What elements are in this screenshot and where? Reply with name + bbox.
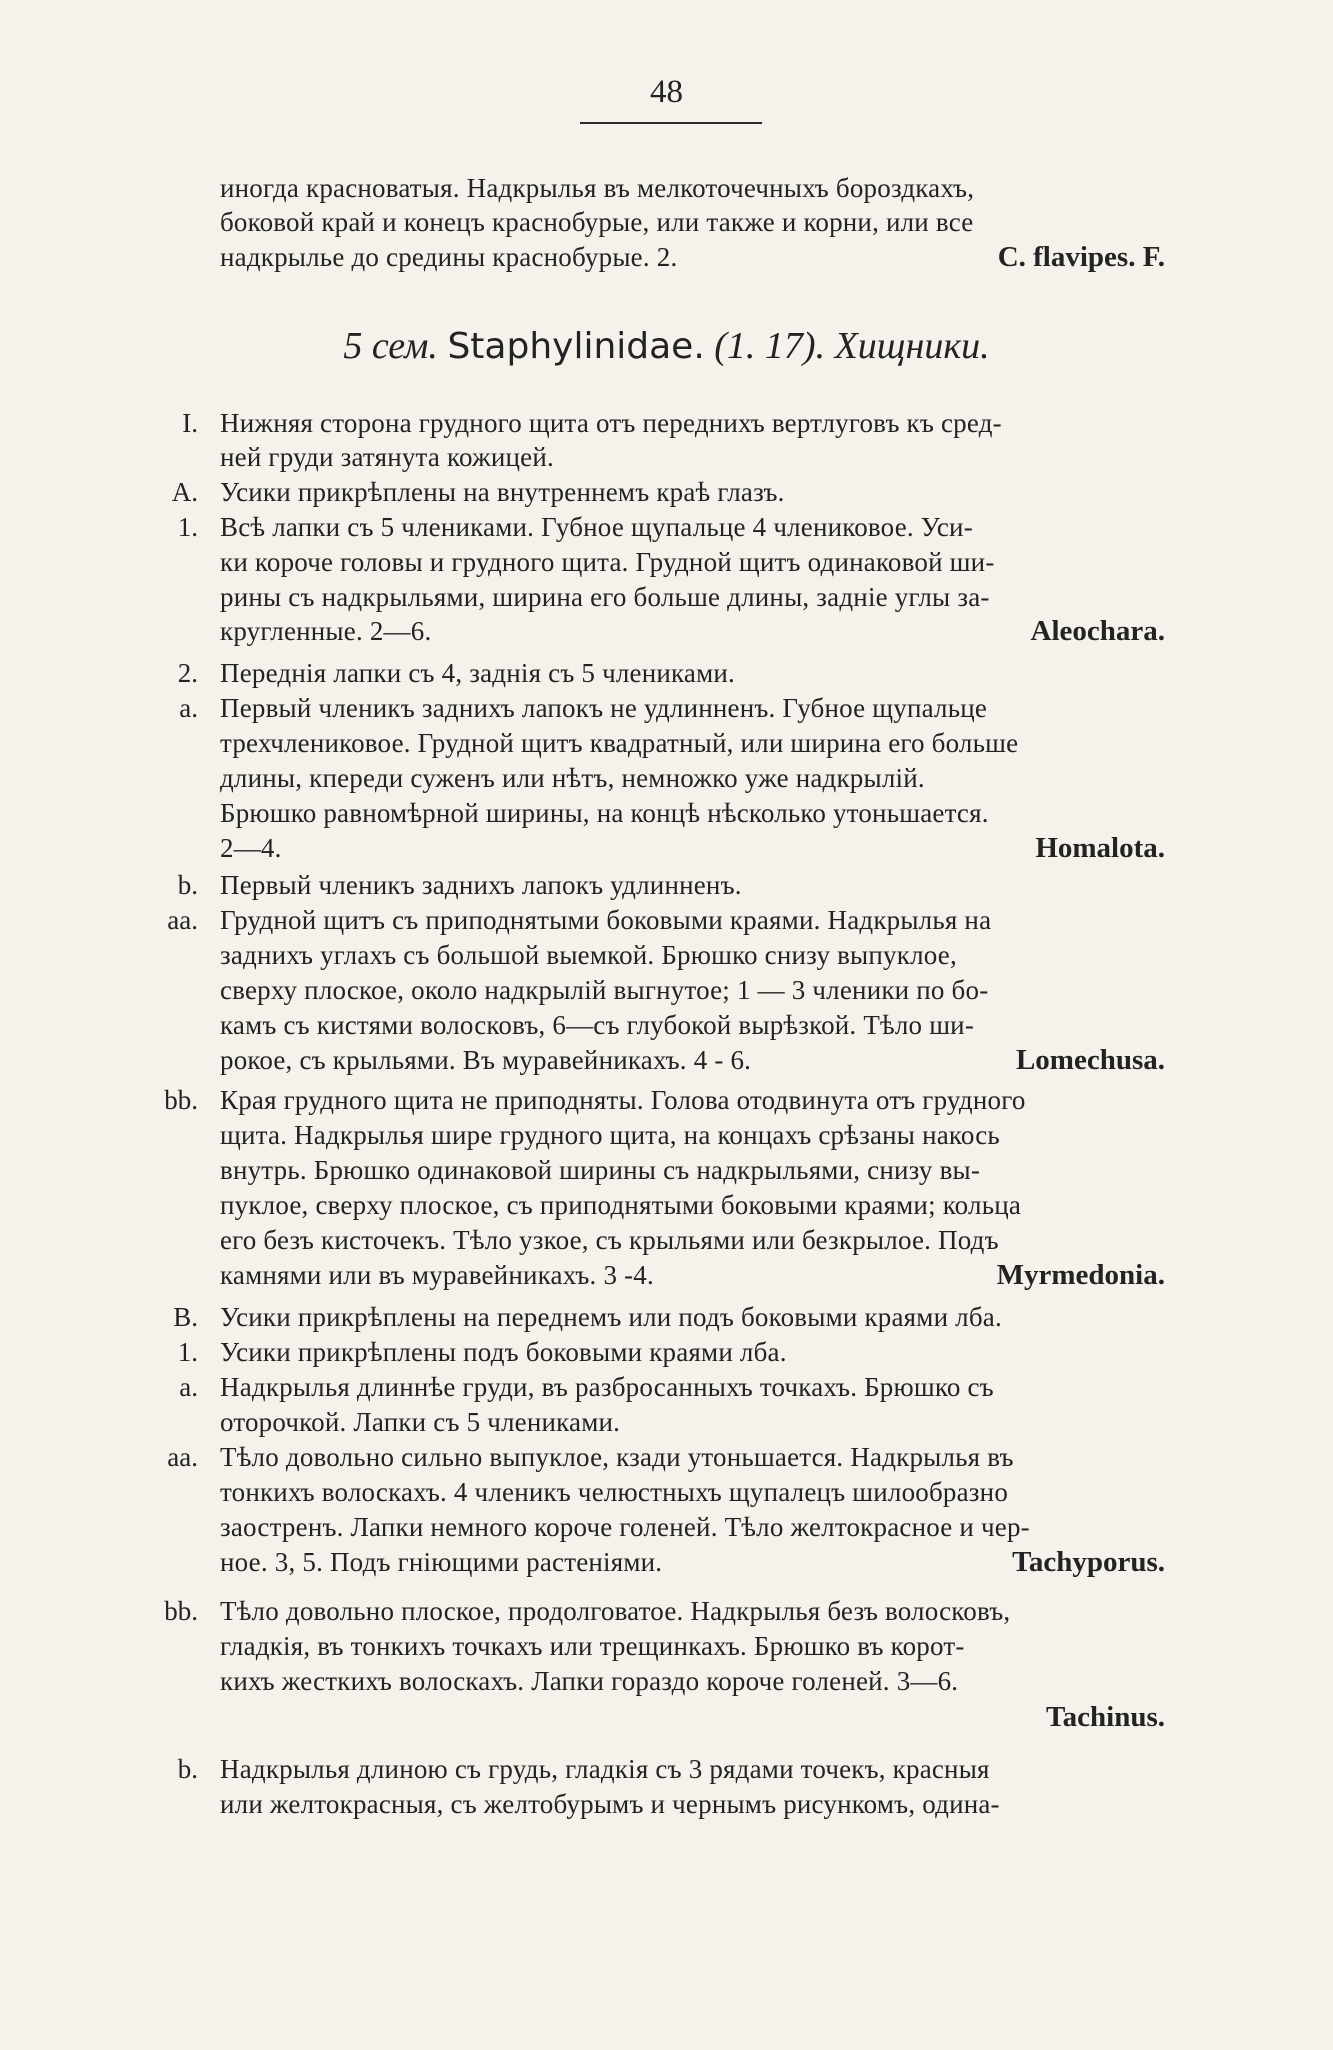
genus-name: Homalota. <box>1035 832 1165 864</box>
key-line: внутрь. Брюшко одинаковой ширины съ надкрыльями, снизу вы- <box>220 1155 981 1185</box>
key-line: Брюшко равномѣрной ширины, на концѣ нѣсколько утоньшается. <box>220 798 989 828</box>
key-line: Всѣ лапки съ 5 члениками. Губное щупальце 4 члениковое. Уси- <box>220 512 973 542</box>
genus-name: Tachinus. <box>1045 1701 1165 1733</box>
key-line: Нижняя сторона грудного щита отъ переднихъ вертлуговъ къ сред- <box>220 408 1002 438</box>
key-label: I. <box>182 408 198 438</box>
key-line: заостренъ. Лапки немного короче голеней. Тѣло желтокрасное и чер- <box>220 1512 1030 1542</box>
key-line: кругленные. 2—6. <box>220 616 432 646</box>
key-label: b. <box>177 870 198 900</box>
key-line: щита. Надкрылья шире грудного щита, на концахъ срѣзаны накось <box>220 1120 1000 1150</box>
key-line: Первый членикъ заднихъ лапокъ удлинненъ. <box>220 870 742 900</box>
key-label: aa. <box>167 905 198 935</box>
intro-line: боковой край и конецъ краснобурые, или также и корни, или все <box>220 207 974 237</box>
key-line: Надкрылья длиною съ грудь, гладкiя съ 3 рядами точекъ, красныя <box>220 1754 990 1784</box>
key-label: bb. <box>164 1085 198 1115</box>
key-line: Тѣло довольно сильно выпуклое, кзади утоньшается. Надкрылья въ <box>220 1442 1014 1472</box>
key-label: 1. <box>177 512 198 542</box>
family-plate-ref: (1. 17). <box>714 325 826 367</box>
key-line: камъ съ кистями волосковъ, 6—съ глубокой вырѣзкой. Тѣло ши- <box>220 1010 975 1040</box>
genus-name: Tachyporus. <box>1012 1546 1165 1578</box>
page-number: 48 <box>650 74 683 110</box>
genus-name: Myrmedonia. <box>996 1259 1165 1291</box>
key-line: тонкихъ волоскахъ. 4 членикъ челюстныхъ щупалецъ шилообразно <box>220 1477 1009 1507</box>
key-label: 1. <box>177 1337 198 1367</box>
key-label: b. <box>177 1754 198 1784</box>
page-number-rule <box>580 122 762 124</box>
family-latin-name: Staphylinidae. <box>447 326 705 367</box>
family-heading <box>0 322 1333 371</box>
key-line: Усики прикрѣплены на переднемъ или подъ боковыми краями лба. <box>220 1302 1002 1332</box>
genus-name: Lomechusa. <box>1015 1044 1165 1076</box>
key-line: Тѣло довольно плоское, продолговатое. Надкрылья безъ волосковъ, <box>220 1596 1011 1626</box>
key-line: заднихъ углахъ съ большой выемкой. Брюшко снизу выпуклое, <box>220 940 957 970</box>
key-line: длины, кпереди суженъ или нѣтъ, немножко уже надкрылiй. <box>220 763 925 793</box>
key-line: Грудной щитъ съ приподнятыми боковыми краями. Надкрылья на <box>220 905 992 935</box>
intro-line: иногда красноватыя. Надкрылья въ мелкоточечныхъ бороздкахъ, <box>220 173 975 203</box>
key-label: a. <box>179 693 198 723</box>
key-label: aa. <box>167 1442 198 1472</box>
key-line: ное. 3, 5. Подъ гнiющими растенiями. <box>220 1547 663 1577</box>
key-line: трехчлениковое. Грудной щитъ квадратный, или ширина его больше <box>220 728 1019 758</box>
key-line: Переднiя лапки съ 4, заднiя съ 5 члениками. <box>220 658 735 688</box>
key-line: оторочкой. Лапки съ 5 члениками. <box>220 1407 621 1437</box>
key-label: bb. <box>164 1596 198 1626</box>
intro-species-name: C. flavipes. F. <box>997 241 1165 273</box>
key-line: ки короче головы и грудного щита. Грудной щитъ одинаковой ши- <box>220 547 995 577</box>
key-line: его безъ кисточекъ. Тѣло узкое, съ крыльями или безкрылое. Подъ <box>220 1225 999 1255</box>
key-line: Усики прикрѣплены на внутреннемъ краѣ глазъ. <box>220 477 785 507</box>
key-line: гладкiя, въ тонкихъ точкахъ или трещинкахъ. Брюшко въ корот- <box>220 1631 965 1661</box>
key-line: Усики прикрѣплены подъ боковыми краями лба. <box>220 1337 787 1367</box>
key-line: Края грудного щита не приподняты. Голова отодвинута отъ грудного <box>220 1085 1026 1115</box>
key-line: рокое, съ крыльями. Въ муравейникахъ. 4 - 6. <box>220 1045 752 1075</box>
key-line: Первый членикъ заднихъ лапокъ не удлинненъ. Губное щупальце <box>220 693 988 723</box>
intro-line: надкрылье до средины краснобурые. 2. <box>220 242 678 272</box>
key-line: пуклое, сверху плоское, съ приподнятыми боковыми краями; кольца <box>220 1190 1022 1220</box>
genus-name: Aleochara. <box>1030 615 1165 647</box>
key-line: рины съ надкрыльями, ширина его больше длины, заднiе углы за- <box>220 582 990 612</box>
key-line: или желтокрасныя, съ желтобурымъ и чернымъ рисункомъ, одина- <box>220 1789 1000 1819</box>
family-russian-name: Хищники. <box>834 325 990 367</box>
key-line: ней груди затянута кожицей. <box>220 442 554 472</box>
key-label: 2. <box>177 658 198 688</box>
key-line: камнями или въ муравейникахъ. 3 -4. <box>220 1260 654 1290</box>
key-line: кихъ жесткихъ волоскахъ. Лапки гораздо короче голеней. 3—6. <box>220 1666 959 1696</box>
key-line: сверху плоское, около надкрылiй выгнутое; 1 — 3 членики по бо- <box>220 975 989 1005</box>
key-line: 2—4. <box>220 833 282 863</box>
key-label: B. <box>173 1302 198 1332</box>
key-label: a. <box>179 1372 198 1402</box>
key-label: A. <box>171 477 198 507</box>
family-number: 5 сем. <box>343 325 438 367</box>
key-line: Надкрылья длиннѣе груди, въ разбросанныхъ точкахъ. Брюшко съ <box>220 1372 994 1402</box>
